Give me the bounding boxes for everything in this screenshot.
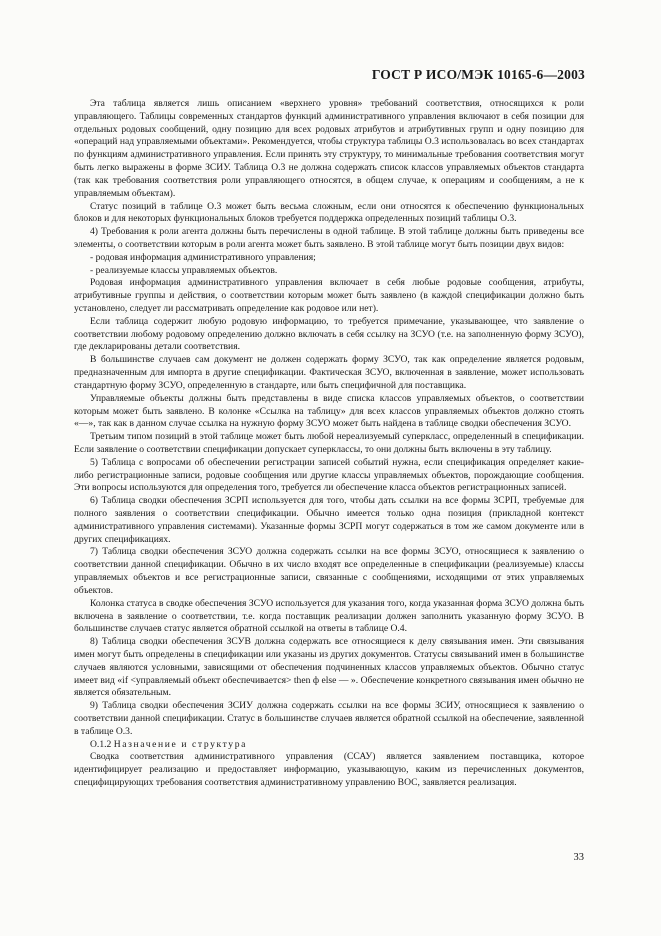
- paragraph: В большинстве случаев сам документ не должен содержать форму ЗСУО, так как определение является родовым, предназначенным для импорта в другие спецификации. Фактическая ЗСУО, включенная в заявление, может использовать стандартную форму ЗСУО, определенную в стандарте, или быть специфичной для поставщика.: [74, 354, 584, 391]
- standard-header: ГОСТ Р ИСО/МЭК 10165-6—2003: [371, 67, 585, 82]
- list-item: - родовая информация административного управления;: [90, 251, 316, 263]
- paragraph: Эта таблица является лишь описанием «верхнего уровня» требований соответствия, относящихся к роли управляющего. Таблицы современных стандартов функций административного управления включают в себя позиции для отдельных родовых сообщений, одну позицию для всех родовых атрибутов и атрибутивных групп и одну позицию для «операций над управляемыми объектами». Рекомендуется, чтобы структура таблицы О.3 использовалась во всех стандартах по функциям административного управления. Если принять эту структуру, то минимальные требования соответствия могут быть легко выражены в форме ЗСИУ. Таблица О.3 не должна содержать список классов управляемых объектов стандарта (так как требования соответствия роли управляющего относятся, в общем случае, к операциям и сообщениям, а не к управляемым объектам).: [74, 98, 584, 199]
- subsection-title: Назначение и структура: [113, 738, 247, 750]
- paragraph: Управляемые объекты должны быть представлены в виде списка классов управляемых объектов, о соответствии которым может быть заявлено. В колонке «Ссылка на таблицу» для всех классов управляемых объектов должно стоять «—», так как в данном случае ссылка на нужную форму ЗСУО может быть найдена в таблице сводки обеспечения ЗСУО.: [74, 392, 584, 430]
- subsection-number: О.1.2: [90, 738, 112, 750]
- paragraph: Третьим типом позиций в этой таблице может быть любой нереализуемый суперкласс, определенный в спецификации. Если заявление о соответствии спецификации допускает суперклассы, то они должны быть включены в эту таблицу.: [74, 431, 584, 455]
- paragraph: 5) Таблица с вопросами об обеспечении регистрации записей событий нужна, если спецификация определяет какие-либо регистрационные записи, родовые сообщения или другие классы управляемых объектов, порождающие сообщения. Эти вопросы используются для определения того, требуется ли обеспечение класса объектов регистрационных записей.: [74, 456, 584, 494]
- paragraph: Родовая информация административного управления включает в себя любые родовые сообщения, атрибуты, атрибутивные группы и действия, о соответствии которым может быть заявлено (в каждой спецификации должно быть установлено, следует ли рассматривать определение как родовое или нет).: [74, 277, 584, 314]
- paragraph: 9) Таблица сводки обеспечения ЗСИУ должна содержать ссылки на все формы ЗСИУ, относящиеся к заявлению о соответствии данной спецификации. Статус в большинстве случаев является обратной ссылкой на обеспечение, заявленной в таблице О.3.: [74, 700, 584, 737]
- list-item: - реализуемые классы управляемых объектов.: [90, 264, 278, 276]
- paragraph: 6) Таблица сводки обеспечения ЗСРП используется для того, чтобы дать ссылки на все формы ЗСРП, требуемые для полного заявления о соответствии спецификации. Обычно имеется только одна позиция (прикладной контекст административного управления системами). Указанные формы ЗСРП могут содержаться в том же самом документе или в других спецификациях.: [74, 495, 584, 545]
- paragraph: 8) Таблица сводки обеспечения ЗСУВ должна содержать все относящиеся к делу связывания имен. Эти связывания имен могут быть определены в спецификации или указаны из других документов. Статусы связываний имен в большинстве случаев являются условными, зависящими от обеспечения подчиненных классов управляемых объектов. Обычно статус имеет вид «if <управляемый объект обеспечивается> then ф else — ». Обеспечение конкретного связывания имен обычно не является обязательным.: [74, 636, 584, 699]
- document-body: [74, 98, 584, 790]
- paragraph: Сводка соответствия административного управления (ССАУ) является заявлением поставщика, которое идентифицирует реализацию и предоставляет информацию, указывающую, каким из перечисленных документов, специфицирующих требования соответствия административному управлению ВОС, заявляется реализация.: [74, 751, 584, 789]
- paragraph: 7) Таблица сводки обеспечения ЗСУО должна содержать ссылки на все формы ЗСУО, относящиеся к заявлению о соответствии данной спецификации. Обычно в их число входят все определенные в спецификации (реализуемые) классы управляемых объектов и все регистрационные записи, связанные с сообщениями, исходящими от этих управляемых объектов.: [74, 546, 584, 596]
- page-number: 33: [573, 852, 584, 863]
- paragraph: 4) Требования к роли агента должны быть перечислены в одной таблице. В этой таблице должны быть приведены все элементы, о соответствии которым в роли агента может быть заявлено. В этой таблице могут быть позиции двух видов:: [74, 226, 584, 250]
- paragraph: Если таблица содержит любую родовую информацию, то требуется примечание, указывающее, что заявление о соответствии любому родовому определению должно включать в себя ссылку на ЗСУО (т.е. на заполненную форму ЗСУО), где декларированы детали соответствия.: [74, 315, 584, 353]
- paragraph: Статус позиций в таблице О.3 может быть весьма сложным, если они относятся к обеспечению функциональных блоков и для некоторых функциональных блоков требуется поддержка определенных позиций таблицы О.3.: [74, 200, 584, 225]
- subsection-heading: [74, 739, 584, 752]
- paragraph: Колонка статуса в сводке обеспечения ЗСУО используется для указания того, когда указанная форма ЗСУО должна быть включена в заявление о соответствии, т.е. когда поставщик реализации должен заполнить указанную форму ЗСУО. В большинстве случаев статус является обратной ссылкой на ответы в таблице О.4.: [74, 597, 584, 635]
